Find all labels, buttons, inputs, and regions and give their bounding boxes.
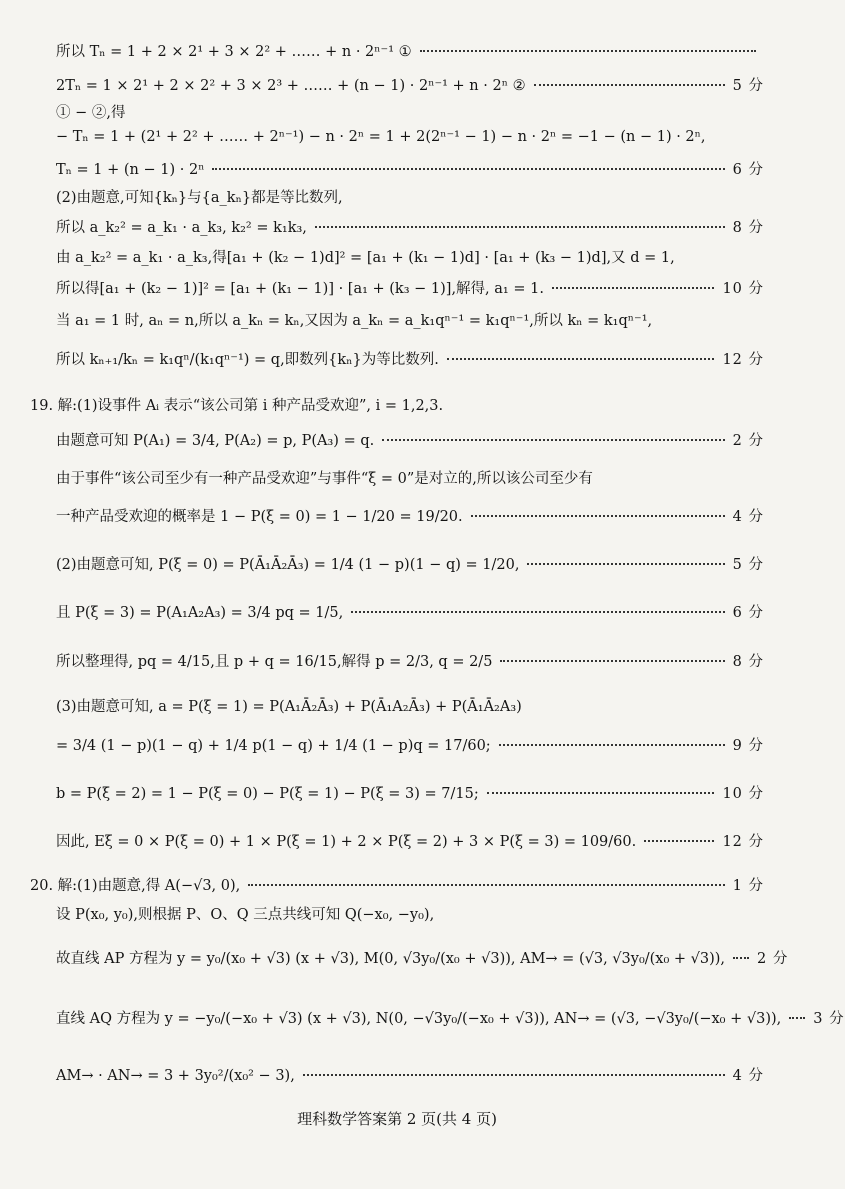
score-label: 9 分 — [732, 738, 764, 754]
solution-line: 由于事件“该公司至少有一种产品受欢迎”与事件“ξ = 0”是对立的,所以该公司至少有 — [56, 471, 593, 487]
leader-dots — [471, 515, 725, 517]
question-20-heading: 20. 解:(1)由题意,得 A(−√3, 0), 1 分 — [30, 874, 764, 895]
score-label: 12 分 — [722, 352, 764, 368]
leader-dots — [733, 957, 749, 959]
score-label: 8 分 — [732, 654, 764, 670]
score-label: 6 分 — [732, 605, 764, 621]
leader-dots — [534, 84, 725, 86]
score-label: 5 分 — [732, 557, 764, 573]
score-label: 2 分 — [757, 951, 789, 967]
score-label: 4 分 — [732, 1068, 764, 1084]
leader-dots — [644, 840, 714, 842]
solution-line: 所以 kₙ₊₁/kₙ = k₁qⁿ/(k₁qⁿ⁻¹) = q,即数列{kₙ}为等比数列. 12 分 — [56, 348, 764, 369]
leader-dots — [487, 792, 715, 794]
solution-line: ① − ②,得 — [56, 105, 126, 121]
solution-line: (2)由题意可知, P(ξ = 0) = P(Ā₁Ā₂Ā₃) = 1/4 (1 − p)(1 − q) = 1/20, 5 分 — [56, 553, 764, 574]
solution-line: = 3/4 (1 − p)(1 − q) + 1/4 p(1 − q) + 1/4 (1 − p)q = 17/60; 9 分 — [56, 734, 764, 755]
solution-line: − Tₙ = 1 + (2¹ + 2² + …… + 2ⁿ⁻¹) − n · 2ⁿ = 1 + 2(2ⁿ⁻¹ − 1) − n · 2ⁿ = −1 − (n − 1) · 2ⁿ, — [56, 129, 706, 145]
score-label: 5 分 — [732, 78, 764, 94]
solution-line: 当 a₁ = 1 时, aₙ = n,所以 a_kₙ = kₙ,又因为 a_kₙ = a_k₁qⁿ⁻¹ = k₁qⁿ⁻¹,所以 kₙ = k₁qⁿ⁻¹, — [56, 313, 653, 329]
solution-line: 且 P(ξ = 3) = P(A₁A₂A₃) = 3/4 pq = 1/5, 6 分 — [56, 601, 764, 622]
score-label: 1 分 — [732, 878, 764, 894]
leader-dots — [552, 287, 715, 289]
solution-line: Tₙ = 1 + (n − 1) · 2ⁿ 6 分 — [56, 158, 764, 179]
leader-dots — [527, 563, 724, 565]
solution-line: 由 a_k₂² = a_k₁ · a_k₃,得[a₁ + (k₂ − 1)d]² = [a₁ + (k₁ − 1)d] · [a₁ + (k₃ − 1)d],又 d = 1, — [56, 250, 675, 266]
score-label: 6 分 — [732, 162, 764, 178]
solution-line: 因此, Eξ = 0 × P(ξ = 0) + 1 × P(ξ = 1) + 2 × P(ξ = 2) + 3 × P(ξ = 3) = 109/60. 12 分 — [56, 830, 764, 851]
solution-line: 2Tₙ = 1 × 2¹ + 2 × 2² + 3 × 2³ + …… + (n − 1) · 2ⁿ⁻¹ + n · 2ⁿ ② 5 分 — [56, 74, 764, 95]
solution-line: AM→ · AN→ = 3 + 3y₀²/(x₀² − 3), 4 分 — [56, 1064, 764, 1085]
solution-line: 故直线 AP 方程为 y = y₀/(x₀ + √3) (x + √3), M(0, √3y₀/(x₀ + √3)), AM→ = (√3, √3y₀/(x₀ + √3)), 2 分 — [56, 947, 764, 968]
leader-dots — [351, 611, 724, 613]
score-label: 3 分 — [813, 1011, 845, 1027]
page-footer: 理科数学答案第 2 页(共 4 页) — [297, 1110, 497, 1128]
solution-line: 所以 Tₙ = 1 + 2 × 2¹ + 3 × 2² + …… + n · 2ⁿ⁻¹ ① — [56, 40, 764, 61]
question-19-heading: 19. 解:(1)设事件 Aᵢ 表示“该公司第 i 种产品受欢迎”, i = 1,2,3. — [30, 398, 444, 414]
solution-line: b = P(ξ = 2) = 1 − P(ξ = 0) − P(ξ = 1) − P(ξ = 3) = 7/15; 10 分 — [56, 782, 764, 803]
leader-dots — [447, 358, 715, 360]
solution-line: 一种产品受欢迎的概率是 1 − P(ξ = 0) = 1 − 1/20 = 19/20. 4 分 — [56, 505, 764, 526]
score-label: 2 分 — [732, 433, 764, 449]
solution-line: 所以 a_k₂² = a_k₁ · a_k₃, k₂² = k₁k₃, 8 分 — [56, 216, 764, 237]
score-label: 12 分 — [722, 834, 764, 850]
solution-line: 所以整理得, pq = 4/15,且 p + q = 16/15,解得 p = 2/3, q = 2/5 8 分 — [56, 650, 764, 671]
score-label: 10 分 — [722, 281, 764, 297]
leader-dots — [500, 660, 724, 662]
solution-line: (3)由题意可知, a = P(ξ = 1) = P(A₁Ā₂Ā₃) + P(Ā₁A₂Ā₃) + P(Ā₁Ā₂A₃) — [56, 699, 522, 715]
score-label: 10 分 — [722, 786, 764, 802]
leader-dots — [420, 50, 756, 52]
leader-dots — [499, 744, 725, 746]
solution-line: 由题意可知 P(A₁) = 3/4, P(A₂) = p, P(A₃) = q. 2 分 — [56, 429, 764, 450]
solution-line: (2)由题意,可知{kₙ}与{a_kₙ}都是等比数列, — [56, 190, 343, 206]
leader-dots — [315, 226, 725, 228]
leader-dots — [212, 168, 724, 170]
solution-line: 所以得[a₁ + (k₂ − 1)]² = [a₁ + (k₁ − 1)] · [a₁ + (k₃ − 1)],解得, a₁ = 1. 10 分 — [56, 277, 764, 298]
leader-dots — [248, 884, 724, 886]
leader-dots — [382, 439, 724, 441]
solution-line: 设 P(x₀, y₀),则根据 P、O、Q 三点共线可知 Q(−x₀, −y₀), — [56, 907, 435, 923]
solution-line: 直线 AQ 方程为 y = −y₀/(−x₀ + √3) (x + √3), N(0, −√3y₀/(−x₀ + √3)), AN→ = (√3, −√3y₀/(−x₀ + √3)), 3 分 — [56, 1007, 764, 1028]
leader-dots — [789, 1017, 805, 1019]
score-label: 4 分 — [732, 509, 764, 525]
leader-dots — [303, 1074, 725, 1076]
score-label: 8 分 — [732, 220, 764, 236]
